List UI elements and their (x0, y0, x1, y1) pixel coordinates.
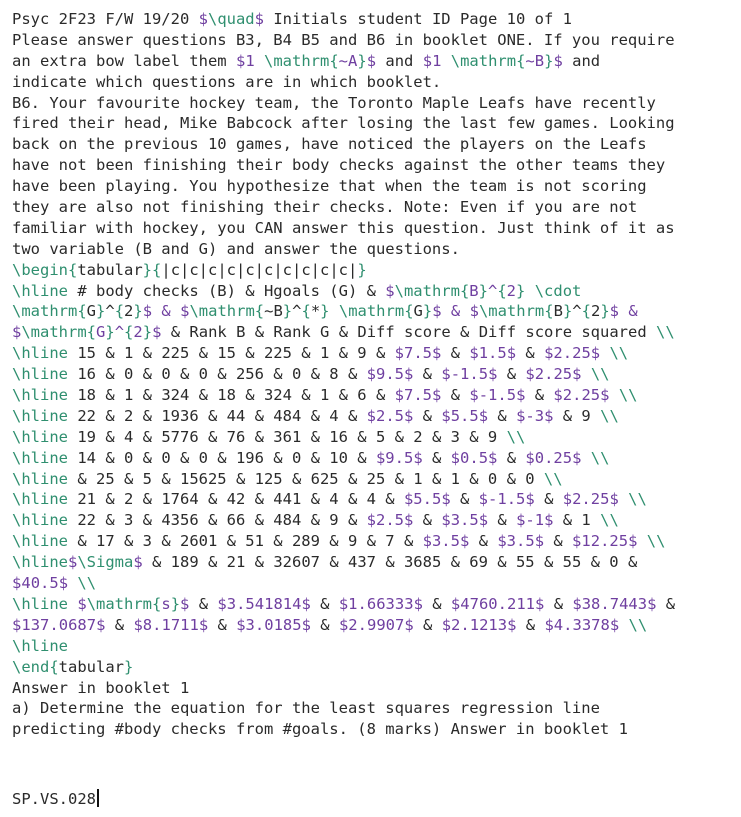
document-id-footer[interactable] (12, 789, 99, 810)
document-line: they are also not finishing their checks. Note: Even if you are not (12, 198, 638, 217)
document-id: SP.VS.028 (12, 790, 96, 808)
document-line: \end{tabular} (12, 657, 134, 676)
document-line: $\mathrm{G}^{2}$ & Rank B & Rank G & Diff score & Diff score squared \\ (12, 323, 675, 342)
document-line: have been playing. You hypothesize that when the team is not scoring (12, 177, 647, 196)
document-line: \mathrm{G}^{2}$ & $\mathrm{~B}^{*} \mathrm{G}$ & $\mathrm{B}^{2}$ & (12, 302, 638, 321)
document-line: \hline 22 & 2 & 1936 & 44 & 484 & 4 & $2.5$ & $5.5$ & $-3$ & 9 \\ (12, 406, 619, 425)
document-text (12, 9, 741, 740)
document-line: familiar with hockey, you CAN answer this question. Just think of it as (12, 218, 675, 237)
document-line: Answer in booklet 1 (12, 678, 190, 697)
document-line: indicate which questions are in which booklet. (12, 72, 442, 91)
document-line: \hline # body checks (B) & Hgoals (G) & $\mathrm{B}^{2} \cdot (12, 281, 582, 300)
document-line: an extra bow label them $1 \mathrm{~A}$ and $1 \mathrm{~B}$ and (12, 51, 601, 70)
document-line: \hline 16 & 0 & 0 & 0 & 256 & 0 & 8 & $9.5$ & $-1.5$ & $2.25$ \\ (12, 365, 610, 384)
document-line: predicting #body checks from #goals. (8 marks) Answer in booklet 1 (12, 720, 628, 739)
document-line: \hline & 25 & 5 & 15625 & 125 & 625 & 25 & 1 & 1 & 0 & 0 \\ (12, 469, 563, 488)
text-cursor (97, 789, 99, 807)
document-line: \hline$\Sigma$ & 189 & 21 & 32607 & 437 & 3685 & 69 & 55 & 55 & 0 & (12, 553, 638, 572)
document-line: \hline 22 & 3 & 4356 & 66 & 484 & 9 & $2.5$ & $3.5$ & $-1$ & 1 \\ (12, 511, 619, 530)
document-line: \hline 18 & 1 & 324 & 18 & 324 & 1 & 6 & $7.5$ & $-1.5$ & $2.25$ \\ (12, 386, 638, 405)
document-line: \hline 21 & 2 & 1764 & 42 & 441 & 4 & 4 & $5.5$ & $-1.5$ & $2.25$ \\ (12, 490, 647, 509)
document-line: have not been finishing their body checks against the other teams they (12, 156, 666, 175)
document-line: \hline (12, 636, 68, 655)
document-line: \begin{tabular}{|c|c|c|c|c|c|c|c|c|c|} (12, 260, 367, 279)
document-line: \hline & 17 & 3 & 2601 & 51 & 289 & 9 & 7 & $3.5$ & $3.5$ & $12.25$ \\ (12, 532, 666, 551)
document-line: back on the previous 10 games, have noticed the players on the Leafs (12, 135, 647, 154)
document-line: Psyc 2F23 F/W 19/20 $\quad$ Initials student ID Page 10 of 1 (12, 10, 572, 28)
document-line: two variable (B and G) and answer the questions. (12, 239, 460, 258)
document-line: a) Determine the equation for the least squares regression line (12, 699, 600, 718)
document-line: fired their head, Mike Babcock after losing the last few games. Looking (12, 114, 675, 133)
document-line: $137.0687$ & $8.1711$ & $3.0185$ & $2.9907$ & $2.1213$ & $4.3378$ \\ (12, 615, 648, 634)
document-line: Please answer questions B3, B4 B5 and B6 in booklet ONE. If you require (12, 30, 675, 49)
document-line: \hline 19 & 4 & 5776 & 76 & 361 & 16 & 5 & 2 & 3 & 9 \\ (12, 427, 526, 446)
document-line: \hline 15 & 1 & 225 & 15 & 225 & 1 & 9 & $7.5$ & $1.5$ & $2.25$ \\ (12, 344, 629, 363)
document-line: B6. Your favourite hockey team, the Toronto Maple Leafs have recently (12, 93, 656, 112)
document-line: \hline $\mathrm{s}$ & $3.541814$ & $1.66333$ & $4760.211$ & $38.7443$ & (12, 594, 676, 613)
document-line: \hline 14 & 0 & 0 & 0 & 196 & 0 & 10 & $9.5$ & $0.5$ & $0.25$ \\ (12, 448, 610, 467)
document-line: $40.5$ \\ (12, 574, 97, 593)
